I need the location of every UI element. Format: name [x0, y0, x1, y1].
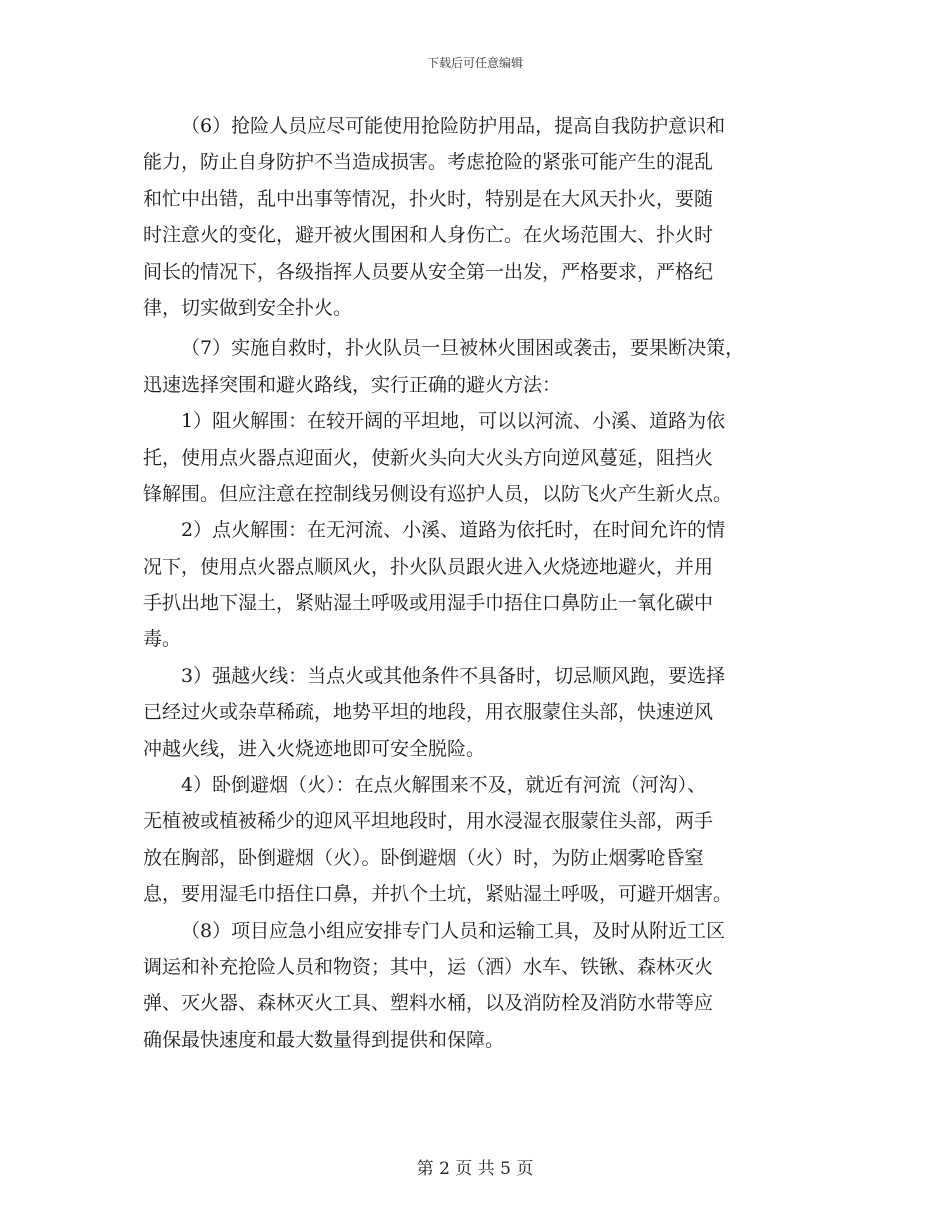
text-line: 2）点火解围：在无河流、小溪、道路为依托时，在时间允许的情: [181, 519, 726, 542]
text-line: 调运和补充抢险人员和物资；其中，运（洒）水车、铁锹、森林灭火: [143, 955, 714, 978]
text-line: 手扒出地下湿土，紧贴湿土呼吸或用湿手巾捂住口鼻防止一氧化碳中: [143, 592, 714, 615]
text-line: 4）卧倒避烟（火）：在点火解围来不及，就近有河流（河沟）、: [181, 774, 707, 797]
paragraph-item-6: [143, 108, 813, 326]
text-line: （6）抢险人员应尽可能使用抢险防护用品，提高自我防护意识和: [181, 115, 726, 137]
page-number-footer: 第 2 页 共 5 页: [416, 1159, 534, 1179]
page-header: 下载后可任意编辑: [426, 56, 523, 70]
text-line: 1）阻火解围：在较开阔的平坦地，可以以河流、小溪、道路为依: [181, 410, 726, 433]
text-line: 和忙中出错，乱中出事等情况，扑火时，特别是在大风天扑火，要随: [143, 187, 714, 210]
document-body: [143, 108, 813, 1058]
text-line: 无植被或植被稀少的迎风平坦地段时，用水浸湿衣服蒙住头部，两手: [143, 810, 714, 833]
text-line: （8）项目应急小组应安排专门人员和运输工具，及时从附近工区: [181, 919, 726, 942]
text-line: 3）强越火线：当点火或其他条件不具备时，切忌顺风跑，要选择: [181, 664, 726, 687]
text-line: 确保最快速度和最大数量得到提供和保障。: [143, 1028, 505, 1051]
text-line: 迅速选择突围和避火路线，实行正确的避火方法：: [143, 373, 562, 396]
sub-item-2: [143, 512, 813, 658]
text-line: 放在胸部，卧倒避烟（火）。卧倒避烟（火）时，为防止烟雾呛昏窒: [143, 846, 704, 869]
sub-item-3: [143, 658, 813, 767]
text-line: （7）实施自救时，扑火队员一旦被林火围困或袭击，要果断决策，: [181, 337, 745, 360]
text-line: 已经过火或杂草稀疏，地势平坦的地段，用衣服蒙住头部，快速逆风: [143, 701, 714, 724]
text-line: 能力，防止自身防护不当造成损害。考虑抢险的紧张可能产生的混乱: [143, 151, 714, 174]
text-line: 时注意火的变化，避开被火围困和人身伤亡。在火场范围大、扑火时: [143, 224, 714, 247]
text-line: 间长的情况下，各级指挥人员要从安全第一出发，严格要求，严格纪: [143, 260, 714, 283]
paragraph-item-7: [143, 330, 813, 403]
sub-item-4: [143, 767, 813, 913]
text-line: 冲越火线，进入火烧迹地即可安全脱险。: [143, 737, 486, 760]
text-line: 毒。: [143, 628, 182, 651]
text-line: 托，使用点火器点迎面火，使新火头向大火头方向逆风蔓延，阻挡火: [143, 446, 714, 469]
text-line: 锋解围。但应注意在控制线另侧设有巡护人员，以防飞火产生新火点。: [143, 482, 733, 505]
paragraph-item-8: [143, 913, 813, 1059]
text-line: 息，要用湿毛巾捂住口鼻，并扒个土坑，紧贴湿土呼吸，可避开烟害。: [143, 883, 733, 906]
text-line: 律，切实做到安全扑火。: [143, 296, 353, 319]
sub-item-1: [143, 403, 813, 512]
text-line: 弹、灭火器、森林灭火工具、塑料水桶，以及消防栓及消防水带等应: [143, 992, 714, 1015]
text-line: 况下，使用点火器点顺风火，扑火队员跟火进入火烧迹地避火，并用: [143, 555, 714, 578]
